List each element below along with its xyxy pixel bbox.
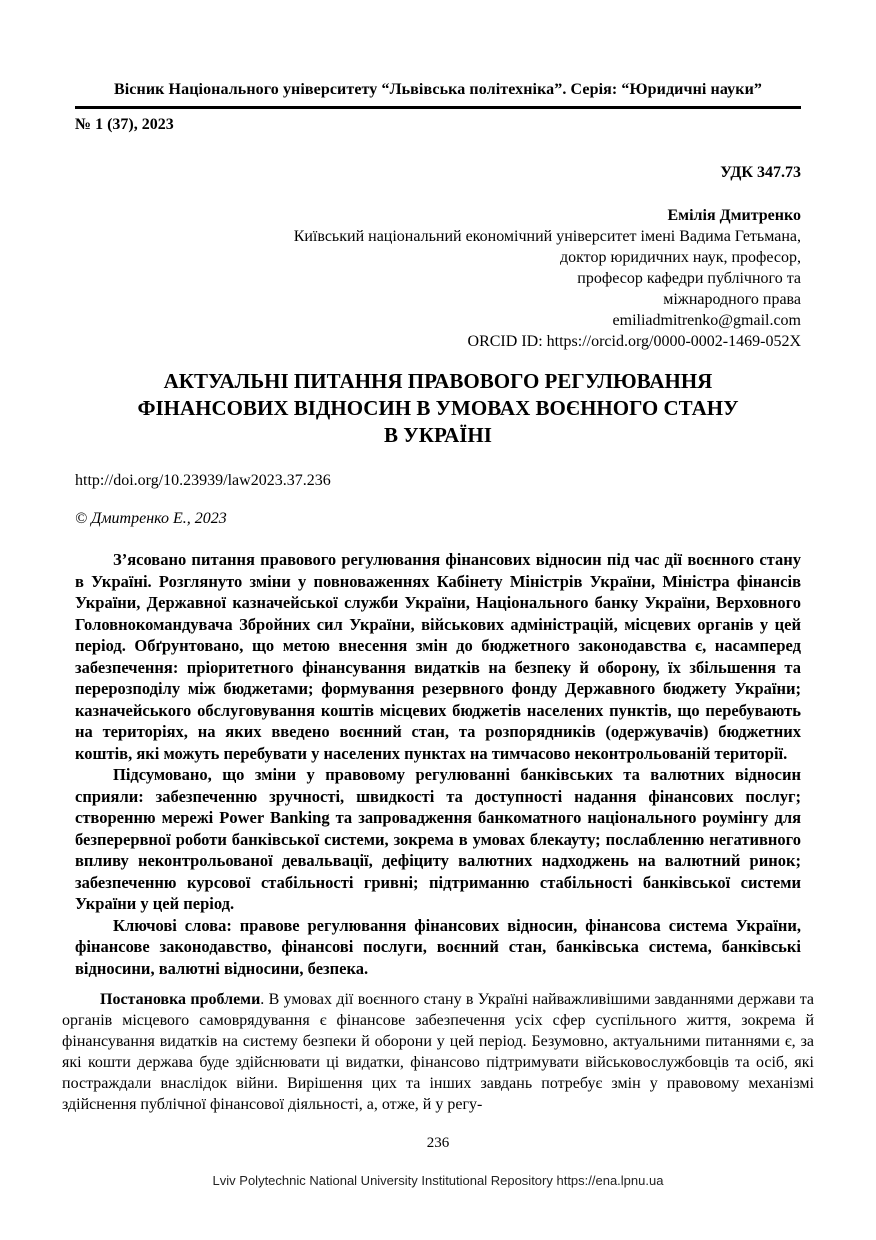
article-title-line1: АКТУАЛЬНІ ПИТАННЯ ПРАВОВОГО РЕГУЛЮВАННЯ [163,369,713,393]
journal-header [75,80,801,135]
author-position-line2: міжнародного права [663,291,801,308]
author-position-line1: професор кафедри публічного та [577,270,801,287]
copyright-notice: © Дмитренко Е., 2023 [75,510,227,527]
author-block [75,205,801,352]
udc-code: УДК 347.73 [720,164,801,181]
keywords-text: правове регулювання фінансових відносин, фінансова система України, фінансове законодавство, фінансові послуги, воєнний стан, банківська система, банківські відносини, валютні відносини, безпека. [75,915,801,978]
body-paragraph-text: . В умовах дії воєнного стану в Україні найважливішими завданнями держави та органів місцевого самоврядування є фінансове забезпечення усіх сфер суспільного життя, зокрема й фінансування видатків на систему безпеки й оборони у цей період. Безумовно, актуальними питаннями є, за які кошти держава буде здійснювати ці видатки, фінансово підтримувати військовослужбовців та осіб, які постраждали внаслідок війни. Вирішення цих та інших завдань потребує змін у правовому механізмі здійснення публічної фінансової діяльності, а, отже, й у регу- [62,991,815,1113]
article-title-line2: ФІНАНСОВИХ ВІДНОСИН В УМОВАХ ВОЄННОГО СТАНУ [137,396,739,420]
author-affiliation: Київський національний економічний університет імені Вадима Гетьмана, [293,228,801,245]
author-email-link[interactable]: emiliadmitrenko@gmail.com [612,312,801,329]
article-body [62,989,814,1115]
body-section-heading: Постановка проблеми [100,991,261,1008]
page-number: 236 [426,1135,450,1151]
repository-link[interactable]: Lviv Polytechnic National University Institutional Repository https://ena.lpnu.ua [212,1173,664,1188]
journal-title: Вісник Національного університету “Львівська політехніка”. Серія: “Юридичні науки” [113,81,762,98]
abstract-paragraph-1: З’ясовано питання правового регулювання фінансових відносин під час дії воєнного стану в Україні. Розглянуто зміни у повноваженнях Кабінету Міністрів України, Міністра фінансів України, Державної казначейської служби України, Національного банку України, Верховного Головнокомандувача Збройних сил України, військових адміністрацій, місцевих органів у цей період. Обґрунтовано, що метою внесення змін до бюджетного законодавства є, насамперед забезпечення: пріоритетного фінансування видатків на безпеку й оборону, їх збільшення та перерозподілу між бюджетами; формування резервного фонду Державного бюджету України; казначейського обслуговування коштів місцевих бюджетів населених пунктів, що перебувають на територіях, на яких введено воєнний стан, та розпорядників (одержувачів) бюджетних коштів, які можуть перебувати у населених пунктах на тимчасово неконтрольованій території. [75,550,801,763]
body-paragraph [62,989,814,1115]
header-rule [75,106,801,109]
author-degree: доктор юридичних наук, професор, [559,249,801,266]
abstract [75,549,801,979]
author-name: Емілія Дмитренко [667,207,801,224]
author-orcid-link[interactable]: ORCID ID: https://orcid.org/0000-0002-1469-052X [467,333,801,350]
article-title [75,368,801,449]
journal-issue: № 1 (37), 2023 [75,116,174,133]
keywords-paragraph [75,915,801,980]
article-title-line3: В УКРАЇНІ [384,423,492,447]
abstract-paragraph-2: Підсумовано, що зміни у правовому регулюванні банківських та валютних відносин сприяли: забезпеченню зручності, швидкості та доступності надання фінансових послуг; створенню мережі Power Banking та запровадження банкоматного національного роумінгу для безперервної роботи банківської системи, зокрема в умовах блекауту; послабленню негативного впливу неконтрольованої девальвації, дефіциту валютних надходжень на валютний ринок; забезпеченню курсової стабільності гривні; підтриманню стабільності банківської системи України у цей період. [75,765,801,913]
keywords-label: Ключові слова: [113,915,232,935]
doi-link[interactable]: http://doi.org/10.23939/law2023.37.236 [75,472,331,489]
